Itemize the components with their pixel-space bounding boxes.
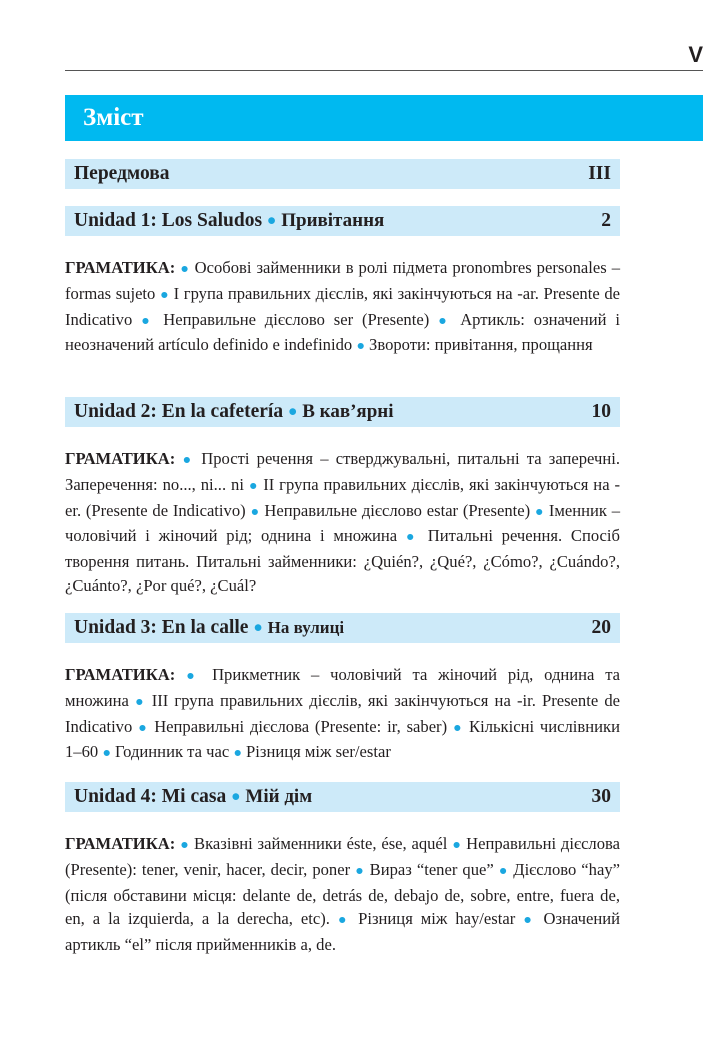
grammar-item: Неправильне дієслово ser (Presente) <box>163 309 430 329</box>
grammar-label: ГРАМАТИКА: <box>65 665 176 684</box>
grammar-block-unit-1 <box>65 256 620 359</box>
unit-ukr-title: Привітання <box>281 210 385 231</box>
bullet-icon: ● <box>337 912 351 929</box>
toc-entry-title: Передмова <box>74 163 170 184</box>
grammar-item: II група правильних дієслів, які закінчуються на -er. (Presente de Indicativo) <box>65 474 621 520</box>
bullet-icon: ● <box>523 912 536 929</box>
page-number: V <box>688 42 703 67</box>
bullet-icon: ● <box>452 837 462 853</box>
toc-entry-preface[interactable] <box>65 159 620 189</box>
bullet-icon: ● <box>452 719 464 736</box>
grammar-item: Іменник – чоловічий і жіночий рід; однина і множина <box>65 500 621 546</box>
unit-ukr-title: Мій дім <box>245 786 313 807</box>
header-rule <box>65 70 703 71</box>
bullet-icon: ● <box>231 788 241 805</box>
toc-entry-page: 20 <box>591 617 611 638</box>
grammar-label: ГРАМАТИКА: <box>65 834 176 853</box>
unit-title: Unidad 2: En la cafetería <box>74 401 284 422</box>
unit-ukr-title: На вулиці <box>267 618 345 637</box>
grammar-item: Неправильні дієслова (Presente): tener, venir, hacer, decir, poner <box>65 834 620 879</box>
grammar-block-unit-3 <box>65 663 620 766</box>
grammar-item: Звороти: привітання, прощання <box>369 335 593 355</box>
bullet-icon: ● <box>180 837 190 853</box>
unit-title: Unidad 1: Los Saludos <box>74 210 263 231</box>
toc-entry-page: 30 <box>591 786 611 807</box>
grammar-item: Різниця між ser/estar <box>246 742 391 762</box>
toc-entry-unit-1[interactable] <box>65 206 620 236</box>
bullet-icon: ● <box>355 862 365 879</box>
grammar-item: Годинник та час <box>115 742 230 762</box>
grammar-item: I група правильних дієслів, які закінчуються на -ar. Presente de Indicativo <box>65 283 620 329</box>
bullet-icon: ● <box>534 503 545 520</box>
bullet-icon: ● <box>182 452 195 468</box>
grammar-item: Прикметник – чоловічий та жіночий рід, однина та множина <box>65 665 621 710</box>
bullet-icon: ● <box>438 312 452 329</box>
bullet-icon: ● <box>180 261 190 277</box>
contents-title: Зміст <box>83 104 144 131</box>
bullet-icon: ● <box>141 312 155 329</box>
bullet-icon: ● <box>138 719 149 736</box>
bullet-icon: ● <box>356 338 365 355</box>
toc-entry-page: III <box>588 163 611 184</box>
bullet-icon: ● <box>135 693 146 710</box>
grammar-block-unit-2 <box>65 447 620 598</box>
bullet-icon: ● <box>250 503 260 520</box>
bullet-icon: ● <box>498 862 509 879</box>
unit-title: Unidad 4: Mi casa <box>74 786 227 807</box>
bullet-icon: ● <box>253 619 263 636</box>
bullet-icon: ● <box>233 745 242 762</box>
grammar-item: Вказівні займенники éste, ése, aquél <box>194 834 448 853</box>
toc-entry-page: 2 <box>601 210 611 231</box>
grammar-block-unit-4 <box>65 832 620 957</box>
unit-title: Unidad 3: En la calle <box>74 617 249 638</box>
grammar-item: Неправильне дієслово estar (Presente) <box>264 500 531 520</box>
unit-ukr-title: В кав’ярні <box>302 401 394 422</box>
bullet-icon: ● <box>159 286 169 303</box>
toc-entry-unit-2[interactable] <box>65 397 620 427</box>
toc-entry-page: 10 <box>591 401 611 422</box>
grammar-item: Особові займенники в ролі підмета pronombres personales – formas sujeto <box>65 258 620 303</box>
bullet-icon: ● <box>405 529 420 546</box>
grammar-item: Прості речення – стверджувальні, питальні та заперечні. Заперечення: no..., ni... ni <box>65 449 620 494</box>
grammar-label: ГРАМАТИКА: <box>65 258 176 277</box>
toc-entry-unit-3[interactable] <box>65 613 620 643</box>
grammar-item: Артикль: означений і неозначений artículo definido e indefinido <box>65 309 621 355</box>
bullet-icon: ● <box>266 212 277 229</box>
grammar-label: ГРАМАТИКА: <box>65 449 176 468</box>
contents-title-banner <box>65 95 703 141</box>
grammar-item: Різниця між hay/estar <box>358 909 516 929</box>
grammar-item: Дієслово “hay” (після обставини місця: delante de, detrás de, debajo de, sobre, entre, fuera de, en, a la izquierda, a la derecha, etc). <box>65 859 620 929</box>
bullet-icon: ● <box>287 403 298 420</box>
grammar-item: Кількісні числівники 1–60 <box>65 716 620 762</box>
toc-entry-unit-4[interactable] <box>65 782 620 812</box>
bullet-icon: ● <box>186 668 202 684</box>
grammar-item: Вираз “tener que” <box>369 859 494 879</box>
grammar-item: Питальні речення. Спосіб творення питань. Питальні займенники: ¿Quién?, ¿Qué?, ¿Cómo?, ¿Cuándo?, ¿Cuánto?, ¿Por qué?, ¿Cuál? <box>65 526 620 595</box>
bullet-icon: ● <box>248 477 259 494</box>
bullet-icon: ● <box>102 745 111 762</box>
grammar-item: Неправильні дієслова (Presente: ir, saber) <box>154 716 448 736</box>
grammar-item: Означений артикль “el” після прийменників a, de. <box>65 909 620 955</box>
grammar-item: III група правильних дієслів, які закінчуються на -ir. Presente de Indicativo <box>65 690 621 736</box>
